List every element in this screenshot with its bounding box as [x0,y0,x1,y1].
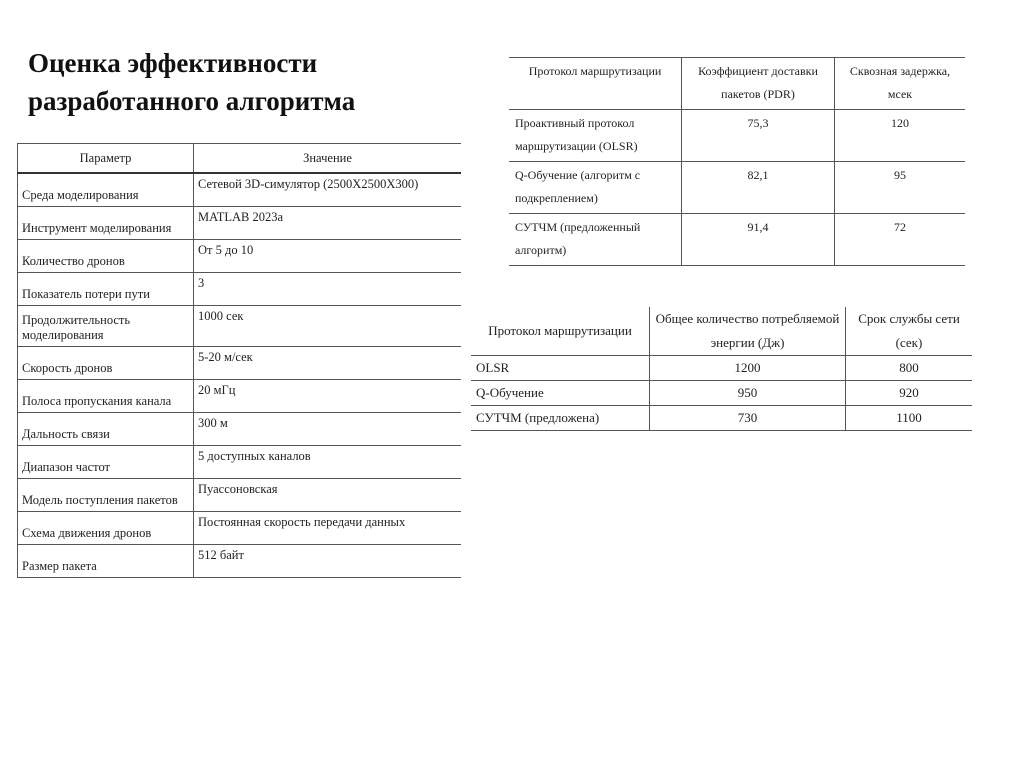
table-row [18,240,462,273]
table-header-row [18,144,462,174]
table-row [471,356,972,381]
table-row [471,406,972,431]
table-header-row [471,307,972,356]
table-row [18,173,462,207]
parameter-name: Размер пакета [18,545,194,578]
table-row [509,214,965,266]
protocol-name: СУТЧМ (предложена) [471,406,650,431]
lifetime-value: 800 [846,356,973,381]
pdr-delay-comparison-table [509,57,965,266]
protocol-name: OLSR [471,356,650,381]
column-header: Сквозная задержка, мсек [835,58,966,110]
table-row [18,446,462,479]
protocol-name: СУТЧМ (предложенный алгоритм) [509,214,682,266]
column-header: Срок службы сети (сек) [846,307,973,356]
parameter-value: 5-20 м/сек [194,347,462,380]
parameter-value: 300 м [194,413,462,446]
parameter-name: Количество дронов [18,240,194,273]
parameter-name: Полоса пропускания канала [18,380,194,413]
table-row [18,273,462,306]
parameter-name: Продолжительность моделирования [18,306,194,347]
table-row [509,162,965,214]
parameter-value: Сетевой 3D-симулятор (2500X2500X300) [194,173,462,207]
parameter-value: 5 доступных каналов [194,446,462,479]
table-row [18,306,462,347]
parameter-name: Скорость дронов [18,347,194,380]
parameter-name: Диапазон частот [18,446,194,479]
protocol-name: Проактивный протокол маршрутизации (OLSR) [509,110,682,162]
parameter-value: Пуассоновская [194,479,462,512]
table-row [18,545,462,578]
energy-value: 1200 [650,356,846,381]
table-row [509,110,965,162]
table-row [18,347,462,380]
energy-value: 950 [650,381,846,406]
delay-value: 120 [835,110,966,162]
column-header: Коэффициент доставки пакетов (PDR) [682,58,835,110]
parameter-value: 512 байт [194,545,462,578]
simulation-parameters-table [17,143,461,578]
parameter-value: От 5 до 10 [194,240,462,273]
table-row [18,512,462,545]
pdr-value: 82,1 [682,162,835,214]
column-header: Значение [194,144,462,174]
energy-value: 730 [650,406,846,431]
page-title-line-1: Оценка эффективности [28,48,318,78]
parameter-value: MATLAB 2023a [194,207,462,240]
delay-value: 95 [835,162,966,214]
table-row [18,207,462,240]
parameter-name: Показатель потери пути [18,273,194,306]
pdr-value: 91,4 [682,214,835,266]
energy-lifetime-comparison-table [471,307,972,431]
parameter-value: 20 мГц [194,380,462,413]
column-header: Протокол маршрутизации [471,307,650,356]
column-header: Общее количество потребляемой энергии (Дж) [650,307,846,356]
protocol-name: Q-Обучение (алгоритм с подкреплением) [509,162,682,214]
page-title-line-2: разработанного алгоритма [28,86,356,116]
parameter-name: Дальность связи [18,413,194,446]
parameter-name: Инструмент моделирования [18,207,194,240]
parameter-value: 3 [194,273,462,306]
page-title [28,44,355,120]
protocol-name: Q-Обучение [471,381,650,406]
column-header: Протокол маршрутизации [509,58,682,110]
column-header: Параметр [18,144,194,174]
table-header-row [509,58,965,110]
lifetime-value: 920 [846,381,973,406]
parameter-name: Модель поступления пакетов [18,479,194,512]
parameter-value: 1000 сек [194,306,462,347]
table-row [18,479,462,512]
pdr-value: 75,3 [682,110,835,162]
table-row [18,380,462,413]
table-row [18,413,462,446]
table-row [471,381,972,406]
parameter-name: Схема движения дронов [18,512,194,545]
lifetime-value: 1100 [846,406,973,431]
parameter-name: Среда моделирования [18,173,194,207]
delay-value: 72 [835,214,966,266]
parameter-value: Постоянная скорость передачи данных [194,512,462,545]
